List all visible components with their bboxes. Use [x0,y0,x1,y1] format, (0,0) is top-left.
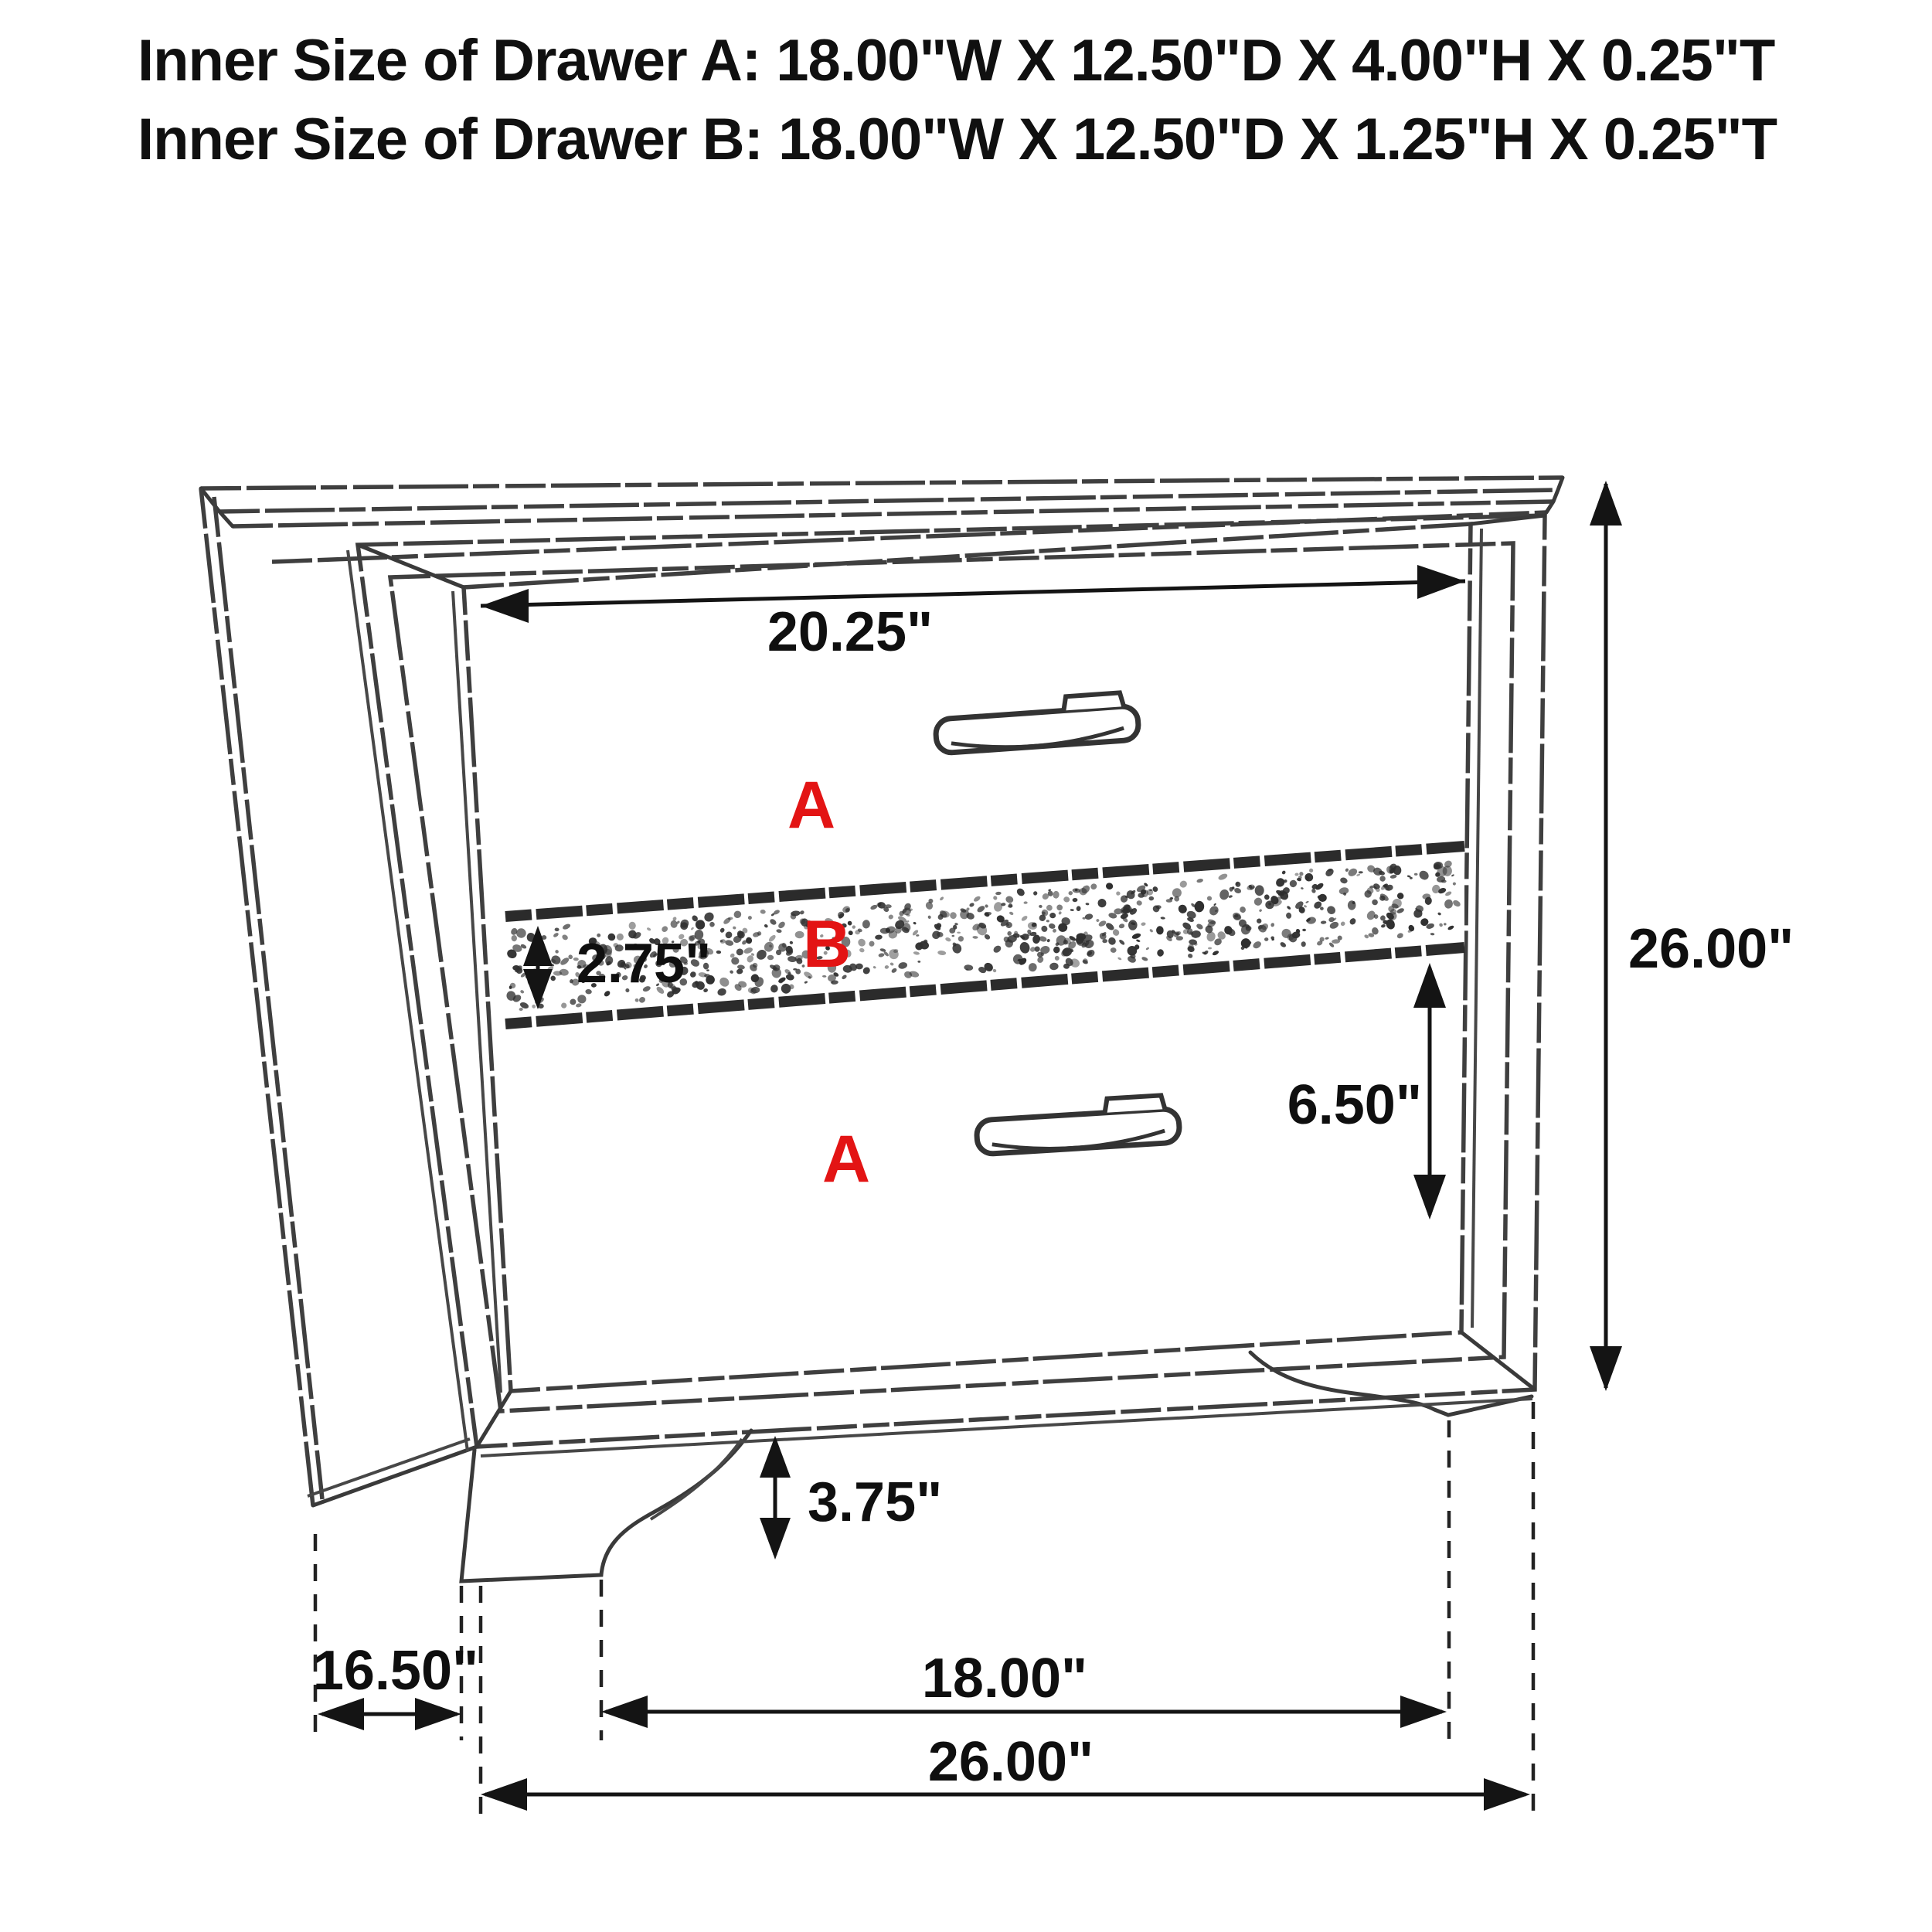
top-drawer-letter: A [787,768,836,842]
middle-band-height-label: 2.75" [576,933,712,995]
dimension-overall-width [481,1731,1530,1811]
dimension-side-depth [313,1640,478,1730]
dimension-overall-height [1590,481,1794,1391]
bottom-drawer-height-label: 6.50" [1287,1074,1422,1136]
drawer-width-label: 18.00" [921,1648,1088,1709]
middle-band-letter: B [802,907,852,981]
bottom-drawer-letter: A [821,1122,871,1196]
overall-height-label: 26.00" [1628,918,1794,980]
opening-width-label: 20.25" [767,601,934,663]
dimension-opening-width [481,565,1465,663]
header-line-drawer-a: Inner Size of Drawer A: 18.00"W X 12.50"D X 4.00"H X 0.25"T [138,28,1775,94]
front-left-foot [461,1430,751,1581]
dimension-drawer-width [601,1648,1447,1728]
bottom-rail-underline [481,1399,1532,1456]
overall-width-label: 26.00" [927,1731,1094,1793]
leg-height-label: 3.75" [808,1471,943,1533]
side-panel-left [201,488,477,1505]
hidden-extension-lines [312,1402,1533,1821]
dimension-leg-height [760,1436,942,1560]
top-drawer-handle [934,692,1140,753]
dimension-bottom-drawer-height [1287,963,1446,1219]
bottom-drawer-handle [975,1094,1180,1155]
header-line-drawer-b: Inner Size of Drawer B: 18.00"W X 12.50"D X 1.25"H X 0.25"T [138,107,1777,172]
side-depth-label: 16.50" [312,1640,479,1702]
